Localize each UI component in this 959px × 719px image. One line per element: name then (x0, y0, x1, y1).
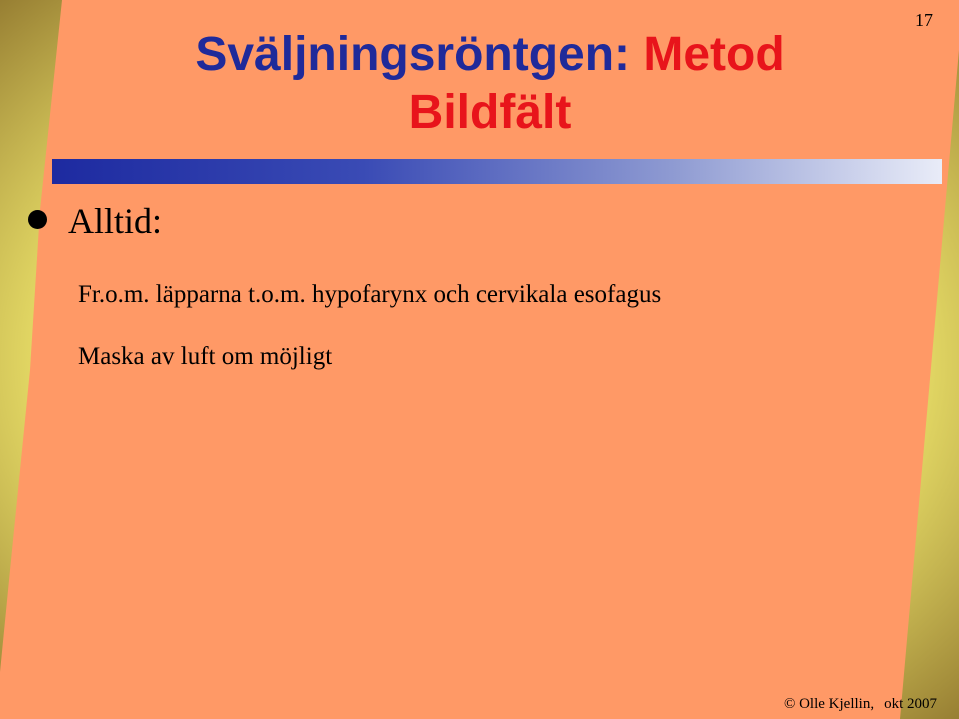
sub-line-range: Fr.o.m. läpparna t.o.m. hypofarynx och cervikala esofagus (78, 281, 662, 308)
title-subtitle: Bildfält (408, 86, 572, 139)
footer-author: © Olle Kjellin, (783, 696, 875, 712)
bullet-text: Alltid: (68, 201, 163, 241)
bullet-dot-icon (28, 210, 47, 229)
title-accent: Metod (643, 28, 785, 81)
footer-date: okt 2007 (884, 696, 937, 712)
sub-line-mask: Maska av luft om möjligt (78, 343, 333, 370)
slide-number: 17 (915, 10, 933, 30)
footer (774, 696, 937, 713)
slide-title (60, 26, 920, 142)
title-divider-bar (52, 159, 942, 184)
title-main: Sväljningsröntgen: (195, 28, 644, 81)
